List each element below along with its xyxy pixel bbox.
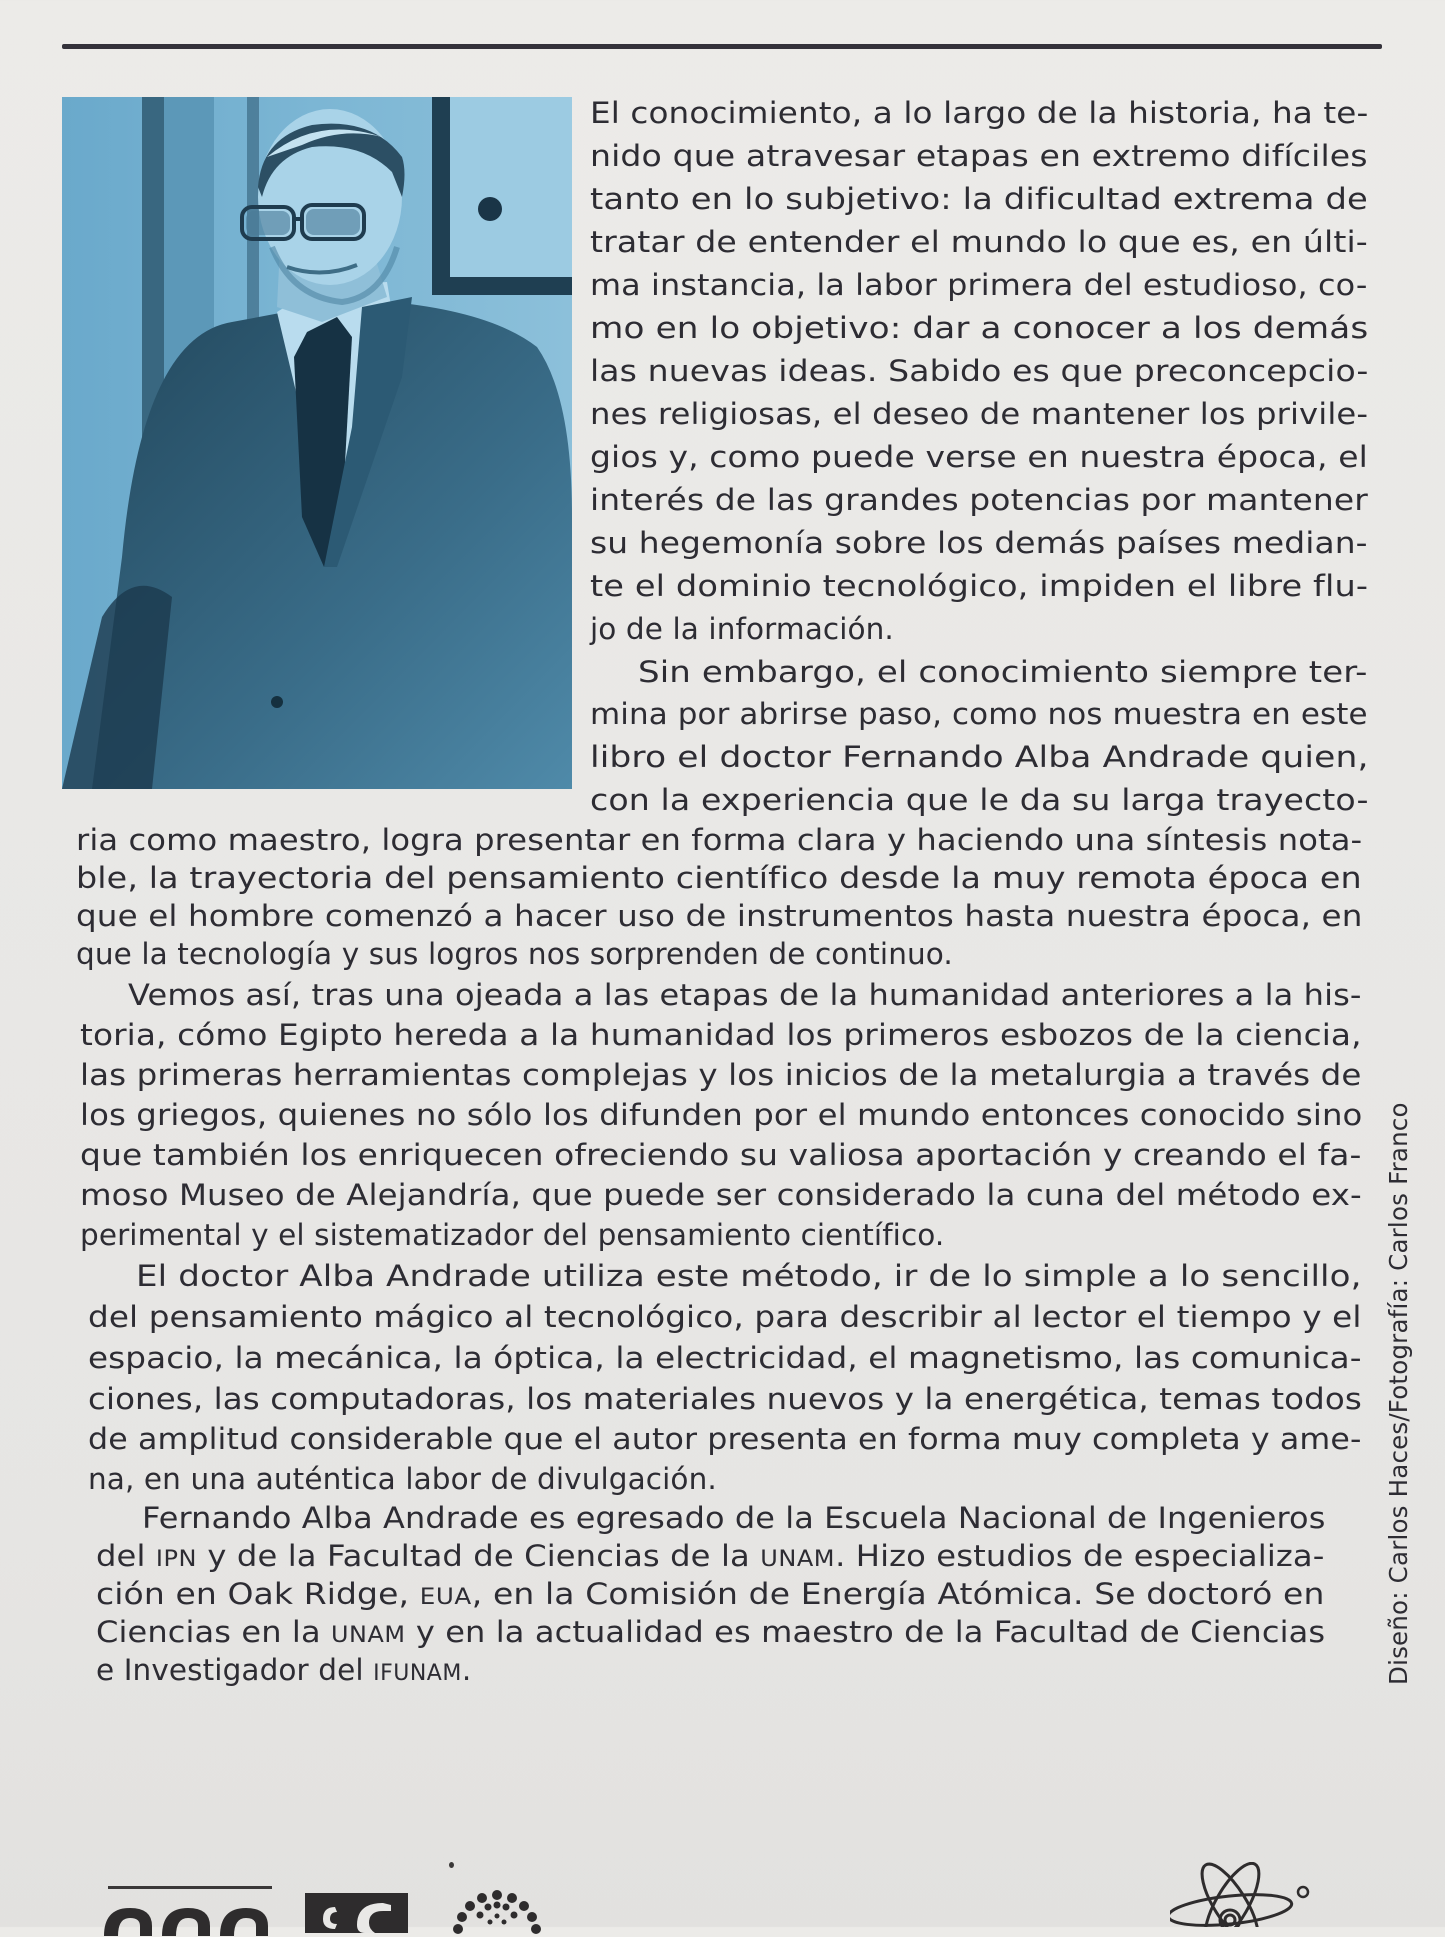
bio-line bbox=[96, 1576, 1324, 1616]
bio-text: y de la Facultad de Ciencias de la bbox=[197, 1539, 761, 1573]
bio-text: del bbox=[96, 1539, 156, 1573]
bio-text: Fernando Alba Andrade es egresado de la Escuela Nacional de Ingenieros bbox=[142, 1501, 1326, 1535]
text-line: los griegos, quienes no sólo los difunden por el mundo entonces conocido sino bbox=[80, 1098, 1363, 1132]
acronym: UNAM bbox=[331, 1623, 406, 1648]
atom-emblem-icon bbox=[1170, 1862, 1320, 1927]
bio-line bbox=[96, 1652, 471, 1692]
portrait-illustration bbox=[62, 97, 572, 789]
text-line: mina por abrirse paso, como nos muestra en este bbox=[590, 697, 1368, 731]
bio-line bbox=[142, 1500, 1325, 1536]
text-line: Vemos así, tras una ojeada a las etapas de la humanidad anteriores a la his- bbox=[128, 978, 1362, 1012]
text-line: libro el doctor Fernando Alba Andrade quien, bbox=[590, 740, 1369, 774]
text-line: te el dominio tecnológico, impiden el libre flu- bbox=[590, 569, 1369, 603]
text-line: ciones, las computadoras, los materiales nuevos y la energética, temas todos bbox=[88, 1382, 1362, 1416]
text-line: las primeras herramientas complejas y los inicios de la metalurgia a través de bbox=[80, 1058, 1362, 1092]
text-line: na, en una auténtica labor de divulgación. bbox=[88, 1462, 717, 1496]
acronym: EUA bbox=[419, 1585, 472, 1610]
acronym: IPN bbox=[155, 1547, 198, 1572]
text-line: El conocimiento, a lo largo de la historia, ha te- bbox=[590, 96, 1369, 130]
text-line: moso Museo de Alejandría, que puede ser considerado la cuna del método ex- bbox=[80, 1178, 1362, 1212]
text-line: ma instancia, la labor primera del estudioso, co- bbox=[590, 268, 1368, 302]
cc-series-logo-icon bbox=[305, 1893, 408, 1933]
bio-text: e Investigador del bbox=[96, 1653, 374, 1687]
fce-logo-icon bbox=[100, 1896, 280, 1936]
text-line: de amplitud considerable que el autor presenta en forma muy completa y ame- bbox=[88, 1422, 1362, 1456]
fce-logo-bar bbox=[108, 1886, 272, 1889]
acronym: IFUNAM bbox=[373, 1661, 462, 1686]
design-photo-credit: Diseño: Carlos Haces/Fotografía: Carlos Franco bbox=[1384, 1102, 1413, 1685]
text-line: tanto en lo subjetivo: la dificultad extrema de bbox=[590, 182, 1368, 216]
text-line: perimental y el sistematizador del pensamiento científico. bbox=[80, 1218, 945, 1252]
text-line: Sin embargo, el conocimiento siempre ter- bbox=[638, 655, 1368, 689]
text-line: ble, la trayectoria del pensamiento científico desde la muy remota época en bbox=[76, 861, 1362, 895]
bio-text: ción en Oak Ridge, bbox=[96, 1577, 420, 1611]
text-line: con la experiencia que le da su larga trayecto- bbox=[590, 783, 1369, 817]
text-line: su hegemonía sobre los demás países median- bbox=[590, 526, 1368, 560]
text-line: tratar de entender el mundo lo que es, en últi- bbox=[590, 225, 1368, 259]
text-line: nes religiosas, el deseo de mantener los privile- bbox=[590, 397, 1369, 431]
bio-text: . bbox=[461, 1653, 472, 1687]
bio-text: Ciencias en la bbox=[96, 1615, 332, 1649]
author-photo bbox=[62, 97, 572, 789]
bio-line bbox=[96, 1538, 1324, 1578]
top-rule bbox=[62, 44, 1382, 49]
bio-line bbox=[96, 1614, 1325, 1654]
bio-text: . Hizo estudios de especializa- bbox=[835, 1539, 1325, 1573]
text-line: toria, cómo Egipto hereda a la humanidad los primeros esbozos de la ciencia, bbox=[80, 1018, 1362, 1052]
text-line: El doctor Alba Andrade utiliza este método, ir de lo simple a lo sencillo, bbox=[136, 1259, 1362, 1293]
bio-text: y en la actualidad es maestro de la Facultad de Ciencias bbox=[405, 1615, 1326, 1649]
text-line: espacio, la mecánica, la óptica, la electricidad, el magnetismo, las comunica- bbox=[88, 1341, 1362, 1375]
text-line: ria como maestro, logra presentar en forma clara y haciendo una síntesis nota- bbox=[76, 823, 1363, 857]
text-line: que la tecnología y sus logros nos sorprenden de continuo. bbox=[76, 937, 953, 971]
text-line: jo de la información. bbox=[590, 612, 894, 646]
text-line: nido que atravesar etapas en extremo difíciles bbox=[590, 139, 1368, 173]
text-line: las nuevas ideas. Sabido es que preconcepcio- bbox=[590, 354, 1369, 388]
bio-text: , en la Comisión de Energía Atómica. Se doctoró en bbox=[471, 1577, 1325, 1611]
text-line: del pensamiento mágico al tecnológico, para describir al lector el tiempo y el bbox=[88, 1300, 1362, 1334]
text-line: interés de las grandes potencias por mantener bbox=[590, 483, 1368, 517]
text-line: mo en lo objetivo: dar a conocer a los demás bbox=[590, 311, 1369, 345]
text-line: gios y, como puede verse en nuestra época, el bbox=[590, 440, 1368, 474]
text-line: que el hombre comenzó a hacer uso de instrumentos hasta nuestra época, en bbox=[76, 899, 1363, 933]
text-line: que también los enriquecen ofreciendo su valiosa aportación y creando el fa- bbox=[80, 1138, 1362, 1172]
acronym: UNAM bbox=[760, 1547, 836, 1572]
